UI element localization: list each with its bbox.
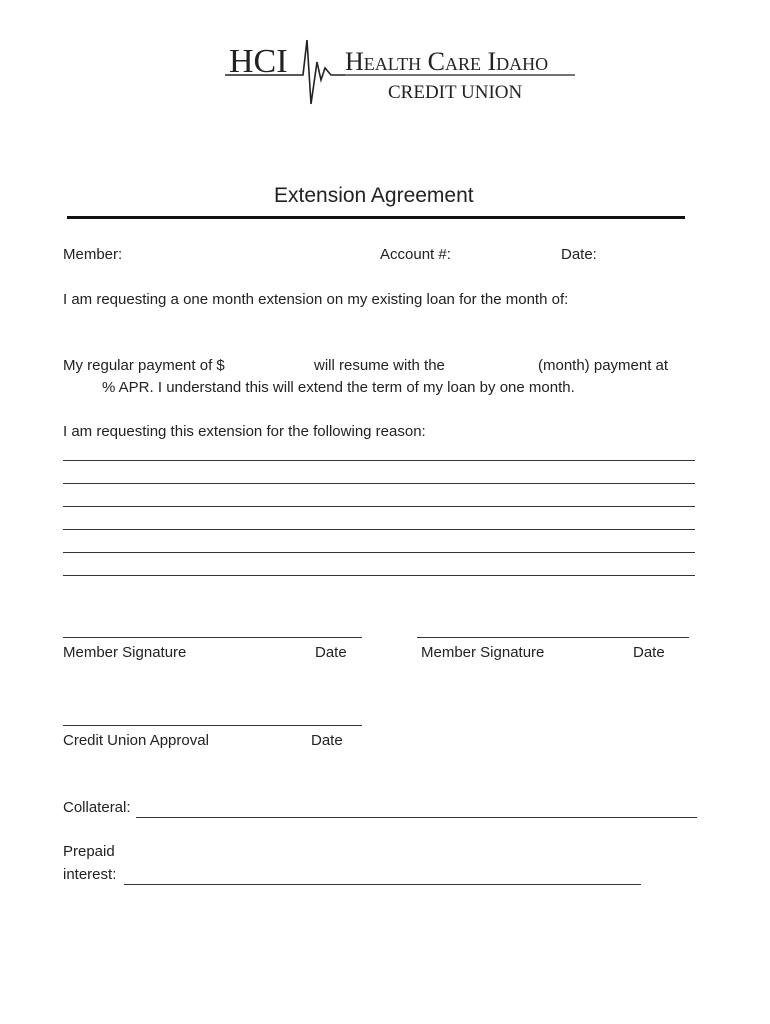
page-title: Extension Agreement — [274, 184, 474, 207]
request-text: I am requesting a one month extension on my existing loan for the month of: — [63, 291, 569, 308]
logo-name-line2: CREDIT UNION — [388, 82, 523, 103]
payment-text-3: (month) payment at — [538, 357, 669, 374]
prepaid-interest-line — [124, 884, 641, 885]
reason-line — [63, 483, 695, 484]
date-label: Date: — [561, 246, 597, 263]
reason-line — [63, 460, 695, 461]
date-label-2: Date — [633, 644, 665, 661]
reason-line — [63, 552, 695, 553]
reason-label: I am requesting this extension for the following reason: — [63, 423, 426, 440]
member-signature-label-1: Member Signature — [63, 644, 187, 661]
hci-logo — [225, 28, 585, 108]
date-label-1: Date — [315, 644, 347, 661]
logo-name-line1: Health Care Idaho — [345, 47, 549, 76]
member-label: Member: — [63, 246, 123, 263]
collateral-label: Collateral: — [63, 799, 131, 816]
member-signature-line-1 — [63, 637, 362, 638]
approval-label: Credit Union Approval — [63, 732, 209, 749]
title-divider — [67, 216, 685, 219]
member-signature-line-2 — [417, 637, 689, 638]
interest-label: interest: — [63, 866, 117, 883]
reason-line — [63, 506, 695, 507]
approval-signature-line — [63, 725, 362, 726]
reason-line — [63, 575, 695, 576]
payment-text-1: My regular payment of $ — [63, 357, 225, 374]
collateral-line — [136, 817, 697, 818]
payment-text-4: % APR. I understand this will extend the term of my loan by one month. — [102, 379, 575, 396]
logo-initials: HCI — [229, 43, 288, 80]
reason-line — [63, 529, 695, 530]
account-label: Account #: — [380, 246, 451, 263]
member-signature-label-2: Member Signature — [421, 644, 545, 661]
date-label-3: Date — [311, 732, 343, 749]
prepaid-label: Prepaid — [63, 843, 115, 860]
payment-text-2: will resume with the — [314, 357, 445, 374]
